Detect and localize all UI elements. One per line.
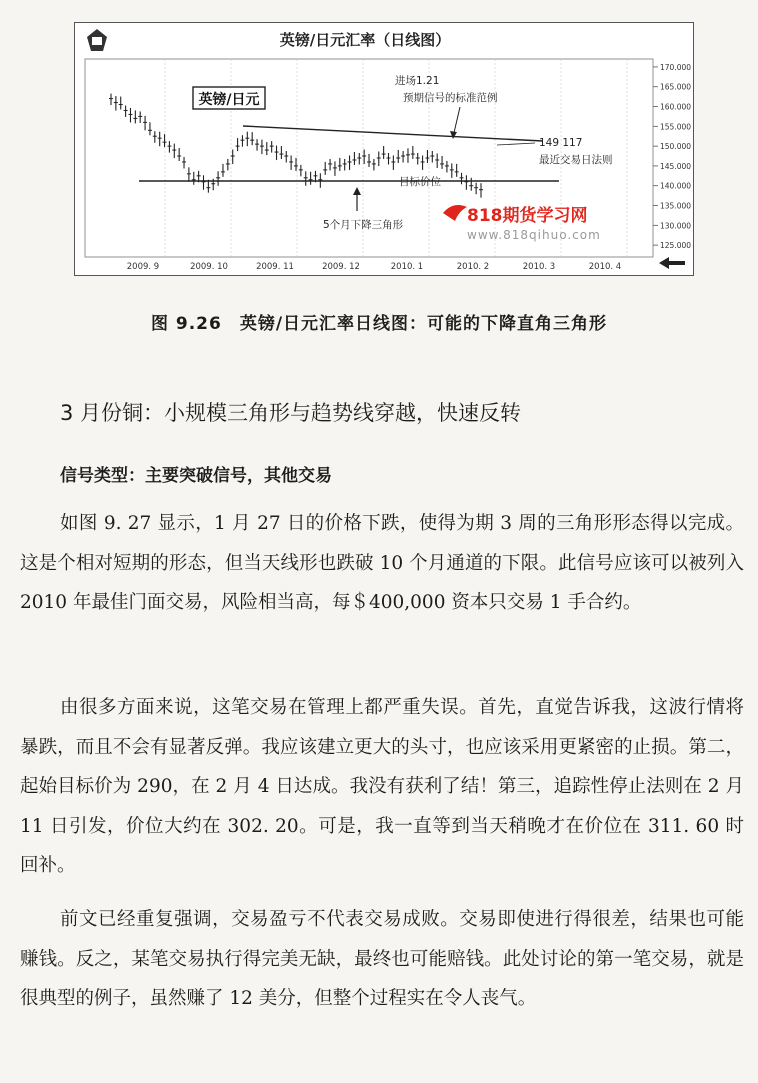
- paragraph: 由很多方面来说，这笔交易在管理上都严重失误。首先，直觉告诉我，这波行情将暴跌，而且不会有显著反弹。我应该建立更大的头寸，也应该采用更紧密的止损。第二，起始目标价为 290，在 2 月 4 日达成。我没有获利了结！第三，追踪性停止法则在 2 月 11 日引发，价位大约在 302. 20。可是，我一直等到当天稍晚才在价位在 311. 60 时回补。: [20, 697, 744, 876]
- x-tick-label: 2009. 10: [190, 262, 228, 272]
- signal-type-label: 信号类型：主要突破信号，其他交易: [60, 466, 332, 486]
- paragraph: 前文已经重复强调，交易盈亏不代表交易成败。交易即使进行得很差，结果也可能赚钱。反之，某笔交易执行得完美无缺，最终也可能赔钱。此处讨论的第一笔交易，就是很典型的例子，虽然赚了 12 美分，但整个过程实在令人丧气。: [20, 909, 744, 1009]
- x-tick-label: 2010. 2: [456, 262, 490, 272]
- level-pointer: [497, 143, 535, 145]
- watermark-url: www.818qihuo.com: [467, 228, 601, 242]
- level-annotation: 149 117: [539, 137, 583, 149]
- y-tick-label: 140.000: [660, 181, 692, 191]
- target-annotation: 目标价位: [399, 176, 441, 188]
- y-tick-label: 165.000: [660, 82, 692, 92]
- pattern-arrowhead: [353, 187, 361, 195]
- chart-title: 英镑/日元汇率（日线图）: [279, 31, 451, 49]
- pattern-annotation: 5个月下降三角形: [323, 219, 404, 231]
- y-tick-label: 155.000: [660, 122, 692, 132]
- entry-arrowhead: [450, 131, 457, 139]
- y-tick-label: 160.000: [660, 102, 692, 112]
- y-tick-label: 170.000: [660, 62, 692, 72]
- pair-label: 英镑/日元: [198, 92, 260, 108]
- price-chart: [75, 23, 693, 275]
- watermark: [443, 205, 601, 242]
- figure-caption: 图 9.26 英镑/日元汇率日线图：可能的下降直角三角形: [150, 314, 608, 334]
- y-tick-label: 145.000: [660, 161, 692, 171]
- x-tick-label: 2010. 3: [522, 262, 556, 272]
- rule-annotation: 最近交易日法则: [539, 154, 613, 166]
- x-tick-label: 2009. 12: [322, 262, 360, 272]
- y-tick-label: 125.000: [660, 241, 692, 251]
- resistance-trendline: [243, 126, 543, 141]
- publisher-logo: [87, 29, 107, 51]
- paragraph: 如图 9. 27 显示，1 月 27 日的价格下跌，使得为期 3 周的三角形形态得以完成。这是个相对短期的形态，但当天线形也跌破 10 个月通道的下限。此信号应该可以被列入 2010 年最佳门面交易，风险相当高，每＄400,000 资本只交易 1 手合约。: [20, 513, 744, 613]
- x-tick-label: 2009. 11: [256, 262, 294, 272]
- y-tick-label: 130.000: [660, 221, 692, 231]
- x-tick-label: 2009. 9: [126, 262, 160, 272]
- y-axis: [653, 63, 691, 250]
- watermark-logo-icon: [443, 205, 467, 221]
- chart-figure: [74, 22, 694, 276]
- y-tick-label: 135.000: [660, 201, 692, 211]
- y-tick-label: 150.000: [660, 142, 692, 152]
- x-axis: [127, 262, 621, 272]
- section-heading: 3 月份铜：小规模三角形与趋势线穿越，快速反转: [60, 401, 522, 425]
- watermark-text: 818期货学习网: [467, 206, 588, 226]
- x-tick-label: 2010. 4: [588, 262, 622, 272]
- scroll-left-icon: [659, 257, 685, 269]
- x-tick-label: 2010. 1: [390, 262, 424, 272]
- entry-annotation: 进场1.21: [395, 75, 440, 87]
- example-annotation: 预期信号的标准范例: [403, 92, 498, 104]
